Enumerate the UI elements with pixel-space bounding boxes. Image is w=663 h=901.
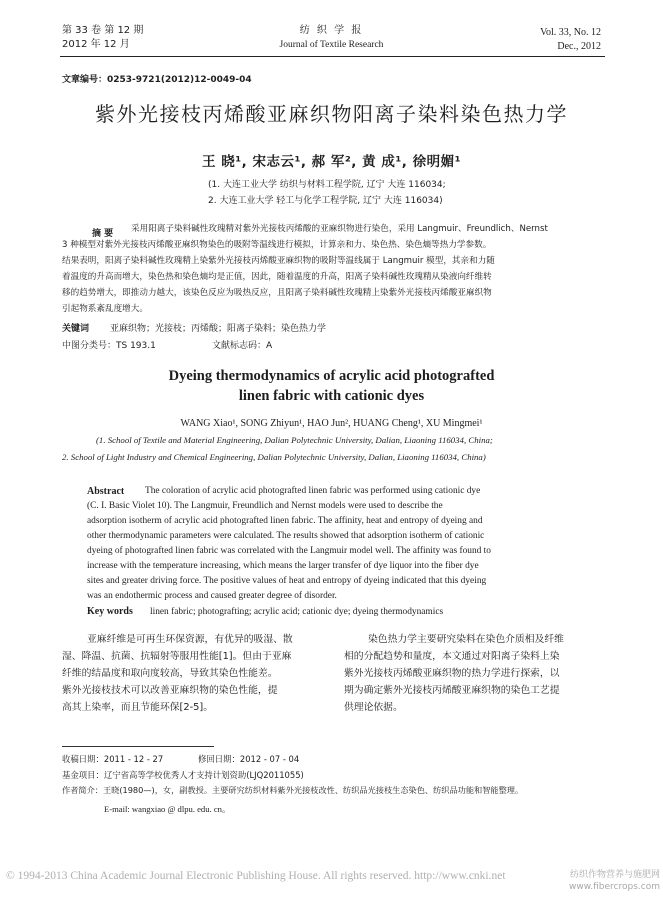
document-code: 文献标志码：A: [212, 341, 273, 351]
body-left-line-2: 湿、降温、抗菌、抗辐射等服用性能[1]。但由于亚麻: [62, 651, 292, 662]
affiliation-en-2: 2. School of Light Industry and Chemical Engineering, Dalian Polytechnic University, Dalian, Liaoning 116034, China): [62, 452, 486, 462]
header-rule: [60, 56, 605, 57]
revised-date: 修回日期：2012 - 07 - 04: [198, 754, 300, 764]
abstract-en-line-7: sites and greater driving force. The positive values of heat and entropy of dyeing indicated that this dyeing: [87, 576, 487, 586]
abstract-cn-line-2: 3 种模型对紫外光接枝丙烯酸亚麻织物染色的吸附等温线进行模拟，计算亲和力、染色热、染色熵等热力学参数。: [62, 240, 492, 250]
journal-name-cn: 纺 织 学 报: [299, 25, 364, 36]
abstract-en-line-5: dyeing of photografted linen fabric was correlated with the Langmuir model well. The affinity was found to: [87, 546, 491, 556]
keywords-cn: 亚麻织物；光接枝；丙烯酸；阳离子染料；染色热力学: [110, 324, 327, 334]
authors-cn: 王 晓¹, 宋志云¹, 郝 军², 黄 成¹, 徐明媚¹: [202, 154, 461, 170]
body-right-line-2: 相的分配趋势和量度，本文通过对阳离子染料上染: [344, 651, 560, 662]
footnote-rule: [62, 746, 214, 747]
abstract-cn-line-4: 着温度的升高而增大，染色热和染色熵均是正值，因此，随着温度的升高，阳离子染料碱性玫瑰精从染液向纤维转: [62, 272, 492, 282]
abstract-en-line-6: increase with the temperature increasing, which means the larger transfer of dye liquor into the fiber dye: [87, 561, 479, 571]
body-right-line-3: 紫外光接枝丙烯酸亚麻织物的热力学进行探索，以: [344, 668, 560, 679]
affiliation-en-1: (1. School of Textile and Material Engineering, Dalian Polytechnic University, Dalian, Liaoning 116034, China;: [96, 435, 493, 445]
body-right-line-5: 供理论依据。: [344, 702, 403, 713]
abstract-cn-label: 摘 要: [92, 229, 114, 239]
abstract-en-line-8: was an endothermic process and caused greater degree of disorder.: [87, 591, 337, 601]
body-left-line-5: 高其上染率，而且节能环保[2-5]。: [62, 702, 214, 713]
received-date: 收稿日期：2011 - 12 - 27: [62, 754, 164, 764]
abstract-en-line-1: The coloration of acrylic acid photografted linen fabric was performed using cationic dye: [145, 486, 481, 496]
body-right-line-4: 期为确定紫外光接枝丙烯酸亚麻织物的染色工艺提: [344, 685, 560, 696]
header-month: Dec., 2012: [557, 41, 601, 52]
article-number: 文章编号：0253-9721(2012)12-0049-04: [62, 75, 252, 85]
body-left-line-4: 紫外光接枝技术可以改善亚麻织物的染色性能，提: [62, 685, 278, 696]
abstract-en-line-2: (C. I. Basic Violet 10). The Langmuir, Freundlich and Nernst models were used to describe the: [87, 501, 443, 511]
header-issue: 第 33 卷 第 12 期: [62, 25, 144, 36]
affiliation-cn-1: (1. 大连工业大学 纺织与材料工程学院, 辽宁 大连 116034;: [208, 180, 446, 190]
keywords-cn-label: 关键词: [62, 324, 90, 334]
authors-en: WANG Xiao¹, SONG Zhiyun¹, HAO Jun², HUANG Cheng¹, XU Mingmei¹: [180, 418, 483, 429]
header-volume: Vol. 33, No. 12: [540, 27, 601, 38]
copyright-watermark: © 1994-2013 China Academic Journal Electronic Publishing House. All rights reserved. http://www.cnki.net: [6, 870, 506, 882]
journal-name-en: Journal of Textile Research: [279, 40, 384, 50]
abstract-en-line-4: other thermodynamic parameters were calculated. The results showed that adsorption isotherm of cationic: [87, 531, 485, 541]
abstract-cn-line-1: 采用阳离子染料碱性玫瑰精对紫外光接枝丙烯酸的亚麻织物进行染色，采用 Langmuir、Freundlich、Nernst: [131, 224, 548, 234]
body-left-line-3: 纤维的结晶度和取向度较高，导致其染色性能差。: [62, 668, 278, 679]
abstract-cn-line-3: 结果表明，阳离子染料碱性玫瑰精上染紫外光接枝丙烯酸亚麻织物的吸附等温线属于 Langmuir 模型，其亲和力随: [62, 256, 495, 266]
body-right-line-1: 染色热力学主要研究染料在染色介质相及纤维: [368, 634, 564, 645]
title-en-line-2: linen fabric with cationic dyes: [238, 388, 425, 404]
title-cn: 紫外光接枝丙烯酸亚麻织物阳离子染料染色热力学: [95, 102, 568, 126]
keywords-en-label: Key words: [87, 606, 133, 617]
body-left-line-1: 亚麻纤维是可再生环保资源，有优异的吸湿、散: [87, 634, 293, 645]
abstract-en-label: Abstract: [87, 486, 125, 497]
abstract-en-line-3: adsorption isotherm of acrylic acid photografted linen fabric. The affinity, heat and entropy of dyeing and: [87, 516, 483, 526]
abstract-cn-line-5: 移的趋势增大，即推动力越大，该染色反应为吸热反应，且阳离子染料碱性玫瑰精上染紫外光接枝丙烯酸亚麻织物: [62, 288, 492, 298]
title-en-line-1: Dyeing thermodynamics of acrylic acid photografted: [168, 368, 495, 384]
classification-code: 中图分类号：TS 193.1: [62, 341, 156, 351]
affiliation-cn-2: 2. 大连工业大学 轻工与化学工程学院, 辽宁 大连 116034): [208, 196, 443, 206]
corner-watermark: 纺织作物营养与施肥网 www.fibercrops.com: [569, 870, 660, 892]
keywords-en: linen fabric; photografting; acrylic acid; cationic dye; dyeing thermodynamics: [150, 607, 444, 617]
author-intro: 作者简介：王晓(1980—)，女，副教授。主要研究纺织材料紫外光接枝改性、纺织品光接枝生态染色、纺织品功能和智能整理。: [62, 785, 524, 795]
author-email: E-mail: wangxiao @ dlpu. edu. cn。: [104, 804, 231, 814]
header-date: 2012 年 12 月: [62, 39, 130, 50]
abstract-cn-line-6: 引起物系紊乱度增大。: [62, 304, 148, 314]
funding: 基金项目：辽宁省高等学校优秀人才支持计划资助(LJQ2011055): [62, 770, 304, 780]
